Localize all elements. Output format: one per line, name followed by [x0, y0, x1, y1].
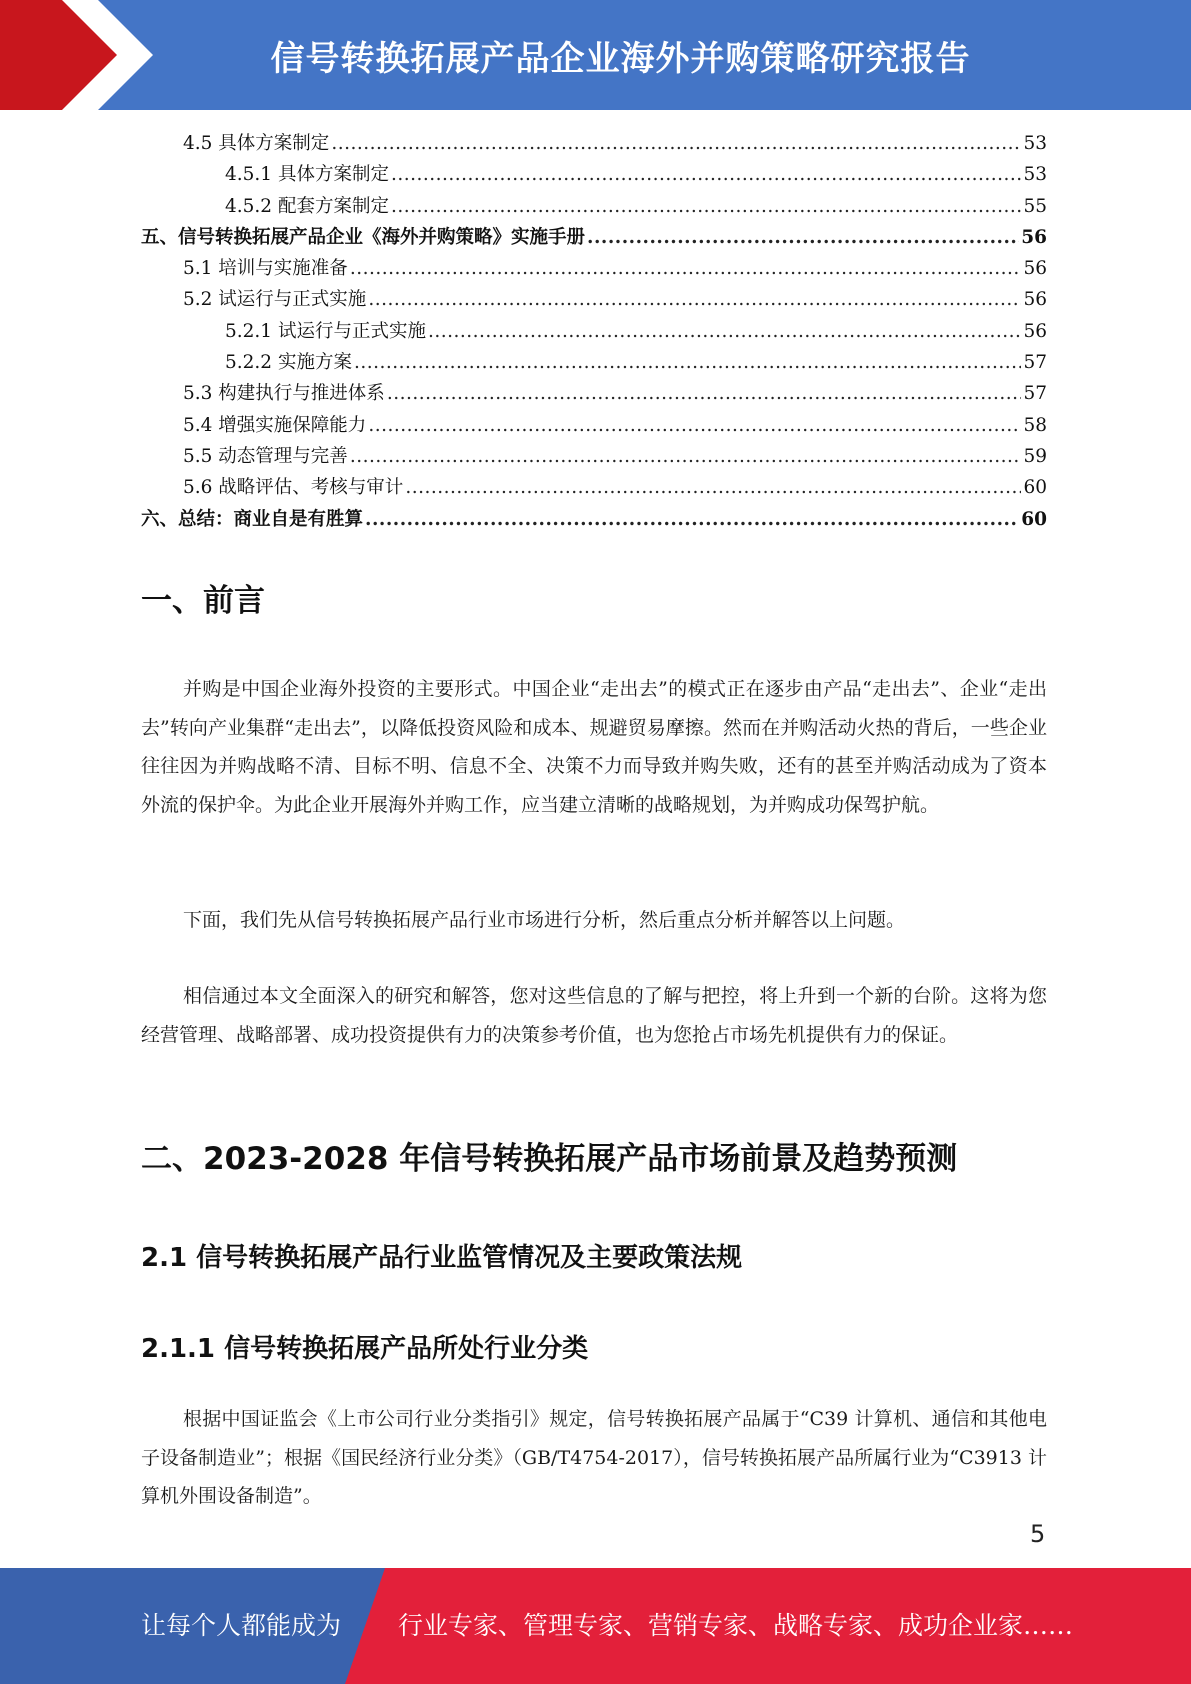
toc-entry[interactable]: [141, 159, 1047, 190]
toc-entry-page: 53: [1023, 133, 1047, 154]
toc-entry-title: 5.2.1 试运行与正式实施: [225, 320, 426, 342]
toc-dot-leader: [350, 441, 1022, 472]
page-header: [0, 0, 1191, 110]
toc-entry-title: 5.6 战略评估、考核与审计: [183, 477, 404, 499]
toc-dot-leader: [428, 316, 1021, 347]
toc-entry[interactable]: [141, 284, 1047, 315]
toc-entry[interactable]: [141, 316, 1047, 347]
toc-entry[interactable]: [141, 410, 1047, 441]
toc-dot-leader: [405, 472, 1021, 503]
page-footer: [0, 1568, 1191, 1684]
section-heading-preface: 一、前言: [141, 583, 265, 619]
toc-entry-title: 5.2 试运行与正式实施: [183, 289, 367, 311]
toc-dot-leader: [391, 159, 1021, 190]
toc-dot-leader: [587, 222, 1019, 253]
toc-entry[interactable]: [141, 253, 1047, 284]
toc-entry[interactable]: [141, 128, 1047, 159]
toc-entry[interactable]: [141, 222, 1047, 253]
section-heading-market: 二、2023-2028 年信号转换拓展产品市场前景及趋势预测: [141, 1141, 958, 1177]
classification-paragraph: 根据中国证监会《上市公司行业分类指引》规定，信号转换拓展产品属于“C39 计算机、通信和其他电子设备制造业”；根据《国民经济行业分类》（GB/T4754-2017），信号转换拓展产品所属行业为“C3913 计算机外围设备制造”。: [141, 1408, 1047, 1507]
toc-entry-title: 5.1 培训与实施准备: [183, 258, 348, 280]
toc-entry-title: 5.2.2 实施方案: [225, 352, 352, 374]
preface-paragraph-1: 并购是中国企业海外投资的主要形式。中国企业“走出去”的模式正在逐步由产品“走出去”、企业“走出去”转向产业集群“走出去”，以降低投资风险和成本、规避贸易摩擦。然而在并购活动火热的背后，一些企业往往因为并购战略不清、目标不明、信息不全、决策不力而导致并购失败，还有的甚至并购活动成为了资本外流的保护伞。为此企业开展海外并购工作，应当建立清晰的战略规划，为并购成功保驾护航。: [141, 678, 1047, 816]
toc-entry[interactable]: [141, 504, 1047, 535]
toc-dot-leader: [365, 504, 1019, 535]
toc-entry[interactable]: [141, 378, 1047, 409]
footer-slogan-left: 让每个人都能成为: [141, 1611, 342, 1640]
preface-paragraph-2: 下面，我们先从信号转换拓展产品行业市场进行分析，然后重点分析并解答以上问题。: [183, 909, 906, 931]
footer-slogan-right: 行业专家、管理专家、营销专家、战略专家、成功企业家……: [398, 1611, 1074, 1640]
subsection-heading-regulation: 2.1 信号转换拓展产品行业监管情况及主要政策法规: [141, 1243, 743, 1273]
toc-entry-title: 5.5 动态管理与完善: [183, 445, 348, 467]
subsection-heading-classification: 2.1.1 信号转换拓展产品所处行业分类: [141, 1334, 589, 1364]
page-number: 5: [1030, 1520, 1046, 1548]
toc-entry-title: 五、信号转换拓展产品企业《海外并购策略》实施手册: [141, 226, 586, 248]
toc-entry-page: 56: [1023, 258, 1047, 280]
toc-entry[interactable]: [141, 191, 1047, 222]
table-of-contents: [141, 128, 1047, 535]
toc-entry-title: 5.3 构建执行与推进体系: [183, 383, 385, 405]
toc-entry-page: 57: [1023, 352, 1047, 374]
toc-entry-page: 60: [1023, 477, 1047, 499]
toc-entry-page: 59: [1023, 445, 1047, 467]
toc-entry-title: 4.5 具体方案制定: [183, 133, 330, 154]
toc-entry[interactable]: [141, 347, 1047, 378]
toc-entry-page: 56: [1023, 320, 1047, 342]
toc-entry-page: 53: [1023, 164, 1047, 186]
toc-entry[interactable]: [141, 441, 1047, 472]
toc-dot-leader: [331, 128, 1021, 159]
toc-entry-page: 57: [1023, 383, 1047, 405]
toc-dot-leader: [354, 347, 1022, 378]
toc-entry-page: 56: [1023, 289, 1047, 311]
toc-entry[interactable]: [141, 472, 1047, 503]
toc-entry-page: 58: [1023, 414, 1047, 436]
toc-entry-title: 4.5.2 配套方案制定: [225, 195, 389, 217]
toc-dot-leader: [387, 378, 1022, 409]
toc-entry-page: 55: [1023, 195, 1047, 217]
preface-paragraph-3: 相信通过本文全面深入的研究和解答，您对这些信息的了解与把控，将上升到一个新的台阶。这将为您经营管理、战略部署、成功投资提供有力的决策参考价值，也为您抢占市场先机提供有力的保证。: [141, 985, 1047, 1046]
toc-entry-page: 60: [1021, 508, 1047, 530]
chevron-arrow-icon: [0, 0, 170, 110]
toc-dot-leader: [368, 410, 1021, 441]
toc-dot-leader: [391, 191, 1021, 222]
toc-entry-title: 5.4 增强实施保障能力: [183, 414, 367, 436]
toc-entry-page: 56: [1021, 226, 1047, 248]
toc-entry-title: 4.5.1 具体方案制定: [225, 164, 389, 186]
report-title: 信号转换拓展产品企业海外并购策略研究报告: [270, 38, 971, 79]
toc-dot-leader: [350, 253, 1022, 284]
toc-entry-title: 六、总结：商业自是有胜算: [141, 508, 364, 530]
toc-dot-leader: [368, 284, 1021, 315]
